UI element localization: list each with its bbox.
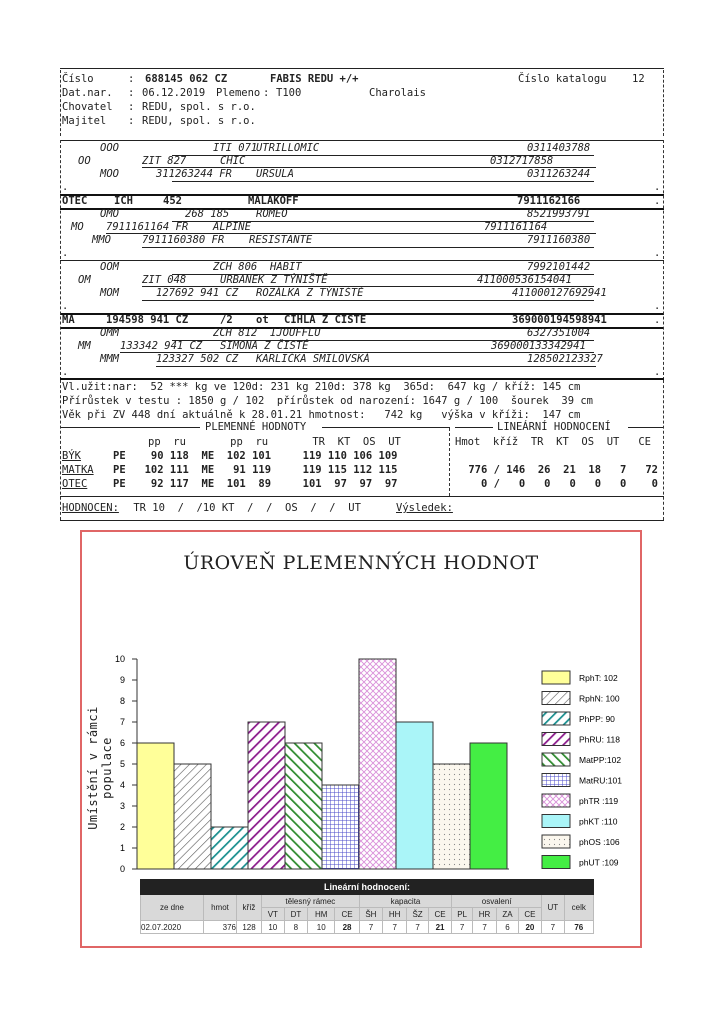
top-border [60,68,664,69]
perf-line-2: Přírůstek v testu : 1850 g / 102 přírůstek od narození: 1647 g / 100 šourek 39 cm [62,395,594,407]
linear-cell: 8 [284,921,308,934]
y-tick-label: 9 [119,675,125,685]
legend-label: MatPP:102 [579,755,622,765]
pedigree-oo-id: 0312717858 [490,155,554,167]
pedigree-mo-label: MO [71,221,84,233]
lin-title: LINEÁRNÍ HODNOCENÍ [497,421,611,433]
legend-label: RphN: 100 [579,693,620,704]
perf-line-1: Vl.užit:nar: 52 *** kg ve 120d: 231 kg 210d: 378 kg 365d: 647 kg / kříž: 145 cm [62,381,581,393]
col-group-teles: tělesný rámec [262,895,360,908]
bar-rphn [174,764,211,869]
breeding-values-chart [80,530,642,948]
pedigree-omo-reg: 268 185 [185,208,230,220]
linear-subheader: HR [472,908,496,921]
bar-phru [248,722,285,869]
bar-phtr [359,659,396,869]
chart-plot [82,532,640,877]
col-ut: UT [542,895,564,921]
bar-matpp [285,743,322,869]
legend-swatch-phpp [542,712,570,725]
linear-cell: 21 [428,921,451,934]
y-tick-label: 7 [119,717,125,727]
col-celk: celk [564,895,593,921]
pedigree-mmm-reg: 123327 502 CZ [156,353,239,365]
majitel-label: Majitel [62,115,107,127]
legend-label: phOS :106 [579,837,620,847]
legend-swatch-matru [542,774,570,787]
legend-label: RphT: 102 [579,673,618,683]
legend-label: MatRU:101 [579,775,622,786]
linear-table-caption: Lineární hodnocení: [141,880,594,895]
otec-code: ICH [114,195,133,207]
legend-swatch-phkt [542,815,570,828]
pedigree-oom-id: 7992101442 [527,261,591,273]
pedigree-mmm-label: MMM [100,353,119,365]
ma-reg: 194598 941 CZ [106,314,189,326]
pedigree-mm-reg: 133342 941 CZ [120,340,203,352]
bar-phut [470,743,507,869]
pedigree-ooo-id: 0311403788 [527,142,591,154]
pedigree-oo-label: OO [78,155,91,167]
col-ze-dne: ze dne [141,895,204,921]
linear-subheader: CE [428,908,451,921]
y-tick-label: 3 [119,801,125,811]
left-border [60,70,61,136]
linear-cell: 10 [308,921,335,934]
pedigree-omm-reg: ZCH 812 [213,327,258,339]
ma-name: CIHLA Z ČISTÉ [284,314,367,326]
katalog-value: 12 [632,73,645,85]
linear-subheader: VT [262,908,285,921]
bv-row-values: PE 92 117 ME 101 89 101 97 97 97 [113,478,398,490]
pedigree-oom-name: HABIT [270,261,302,273]
linear-cell: 10 [262,921,285,934]
linear-cell: 7 [407,921,429,934]
pedigree-omo-id: 8521993791 [527,208,591,220]
pedigree-moo-name: URSULA [256,168,294,180]
legend-label: PhPP: 90 [579,714,615,724]
datnar-value: 06.12.2019 [142,87,206,99]
cislo-value: 688145 062 CZ [145,73,228,85]
linear-cell: 28 [335,921,359,934]
pedigree-omm-name: IJOUFFLU [270,327,321,339]
linear-cell: 376 [204,921,237,934]
pedigree-mm-name: SIMONA Z ČISTÉ [220,340,309,352]
y-tick-label: 2 [119,822,125,832]
animal-name: FABIS REDU +/+ [270,73,359,85]
linear-subheader: HM [308,908,335,921]
linear-evaluation-table [140,879,594,934]
y-tick-label: 10 [114,654,125,664]
lin-cols: Hmot kříž TR KT OS UT CE [455,436,651,448]
ma-label: MA [62,314,75,326]
chart-y-axis-label: Umístění v rámci populace [86,706,114,830]
legend-label: phKT :110 [579,816,618,827]
bar-phos [433,764,470,869]
lin-row-values: 0 / 0 0 0 0 0 0 [462,478,658,490]
legend-label: PhRU: 118 [579,734,620,745]
linear-cell: 128 [237,921,262,934]
linear-cell: 6 [497,921,519,934]
pedigree-mmo-id: 7911160380 [527,234,591,246]
bv-row-values: PE 90 118 ME 102 101 119 110 106 109 [113,450,398,462]
pedigree-mm-label: MM [78,340,91,352]
breed: Charolais [369,87,426,99]
chovatel-value: REDU, spol. s r.o. [142,101,256,113]
y-tick-label: 4 [119,780,125,790]
ma-lact: /2 [220,314,233,326]
pedigree-mmo-name: RESISTANTE [249,234,313,246]
pedigree-mom-label: MOM [100,287,119,299]
pedigree-moo-label: MOO [100,168,119,180]
pedigree-oo-reg: ZIT 827 [142,155,187,167]
majitel-value: REDU, spol. s r.o. [142,115,256,127]
pedigree-mom-id: 411000127692941 [512,287,607,299]
chovatel-label: Chovatel [62,101,113,113]
ma-ot: ot [256,314,269,326]
linear-subheader: HH [383,908,407,921]
pedigree-oo-name: CHIC [220,155,246,167]
pedigree-omm-label: OMM [100,327,119,339]
y-tick-label: 5 [119,759,125,769]
legend-label: phUT :109 [579,857,619,868]
pedigree-mom-reg: 127692 941 CZ [156,287,239,299]
pedigree-om-id: 411000536154041 [477,274,572,286]
linear-subheader: DT [284,908,308,921]
otec-id: 7911162166 [517,195,581,207]
pedigree-omm-id: 6327351004 [527,327,591,339]
linear-subheader: CE [335,908,359,921]
y-tick-label: 8 [119,696,125,706]
linear-subheader: ŠH [359,908,382,921]
col-hmot: hmot [204,895,237,921]
linear-cell: 76 [564,921,593,934]
linear-cell: 7 [472,921,496,934]
katalog-label: Číslo katalogu [518,73,607,85]
pedigree-mo-reg: 7911161164 FR [106,221,189,233]
hodnoceni-label: HODNOCEN: [62,502,119,514]
col-kriz: kříž [237,895,262,921]
pedigree-om-reg: ZIT 048 [142,274,187,286]
y-tick-label: 6 [119,738,125,748]
pedigree-ooo-name: UTRILLOMIC [256,142,320,154]
pedigree-oom-reg: ZCH 806 [213,261,258,273]
pedigree-omo-name: ROMEO [256,208,288,220]
plemeno-label: Plemeno [216,87,261,99]
plemeno-value: T100 [276,87,302,99]
legend-label: phTR :119 [579,796,619,806]
linear-cell: 7 [359,921,382,934]
y-tick-label: 1 [119,843,125,853]
col-group-osvaleni: osvalení [452,895,542,908]
linear-subheader: CE [518,908,541,921]
otec-name: MALAKOFF [248,195,299,207]
pedigree-mmm-id: 128502123327 [527,353,603,365]
pedigree-moo-id: 0311263244 [527,168,591,180]
pedigree-mom-name: ROZÁLKA Z TÝNIŠTĚ [256,287,364,299]
pedigree-mmm-name: KARLIČKA SMILOVSKÁ [256,353,370,365]
legend-swatch-phos [542,835,570,848]
otec-num: 452 [163,195,182,207]
bar-phkt [396,722,433,869]
linear-cell: 7 [452,921,473,934]
legend-swatch-rphn [542,692,570,705]
bar-matru [322,785,359,869]
linear-cell: 7 [542,921,564,934]
col-group-kapacita: kapacita [359,895,451,908]
legend-swatch-phut [542,856,570,869]
linear-subheader: PL [452,908,473,921]
linear-subheader: ZA [497,908,519,921]
legend-swatch-matpp [542,753,570,766]
ma-id: 369000194598941 [512,314,607,326]
perf-line-3: Věk při ZV 448 dní aktuálně k 28.01.21 hmotnost: 742 kg výška v kříži: 147 cm [62,409,581,421]
pedigree-mo-id: 7911161164 [484,221,548,233]
bv-row-values: PE 102 111 ME 91 119 119 115 112 115 [113,464,398,476]
chart-title: ÚROVEŇ PLEMENNÝCH HODNOT [183,552,539,574]
pedigree-mmo-reg: 7911160380 FR [142,234,225,246]
bv-row-label: OTEC [62,478,88,490]
bar-rpht [137,743,174,869]
bv-row-label: BÝK [62,450,81,462]
pedigree-mm-id: 369000133342941 [491,340,586,352]
bar-phpp [211,827,248,869]
legend-swatch-phtr [542,794,570,807]
legend-swatch-phru [542,733,570,746]
bv-row-label: MATKA [62,464,94,476]
otec-label: OTEC [62,195,88,207]
hodnoceni-text: TR 10 / /10 KT / / OS / / UT [127,502,368,514]
vysledek-label: Výsledek: [396,502,453,514]
right-border [663,70,664,136]
lin-row-values: 776 / 146 26 21 18 7 72 [462,464,658,476]
pedigree-ooo-reg: ITI 071 [213,142,258,154]
pedigree-mo-name: ALPINE [213,221,251,233]
linear-cell: 20 [518,921,541,934]
linear-cell: 7 [383,921,407,934]
pedigree-oom-label: OOM [100,261,119,273]
pedigree-mmo-label: MMO [92,234,111,246]
pedigree-moo-reg: 311263244 FR [156,168,232,180]
pedigree-om-label: OM [78,274,91,286]
datnar-label: Dat.nar. [62,87,113,99]
pedigree-ooo-label: OOO [100,142,119,154]
bv-title: PLEMENNÉ HODNOTY [205,421,307,433]
legend-swatch-rpht [542,671,570,684]
linear-subheader: ŠZ [407,908,429,921]
pedigree-om-name: URBANEK Z TÝNIŠTĚ [220,274,328,286]
bv-cols: pp ru pp ru TR KT OS UT [148,436,401,448]
y-tick-label: 0 [119,864,125,874]
pedigree-omo-label: OMO [100,208,119,220]
cislo-label: Číslo [62,73,94,85]
linear-cell: 02.07.2020 [141,921,204,934]
